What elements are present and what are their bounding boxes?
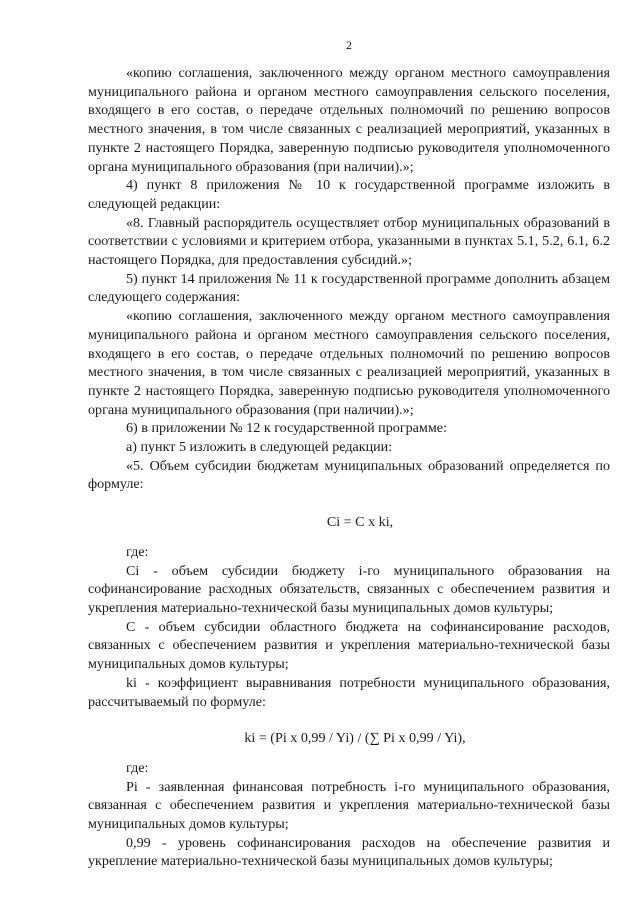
paragraph-item-4: 4) пункт 8 приложения № 10 к государственной программе изложить в следующей редакции: (88, 177, 610, 212)
paragraph-def-099: 0,99 - уровень софинансирования расходов на обеспечение развития и укрепление материально-технической базы муниципальных домов культуры; (88, 834, 610, 870)
paragraph-def-ci: Ci - объем субсидии бюджету i-го муниципального образования на софинансирование расходных обязательств, связанных с обеспечением развития и укрепления материально-технической базы муниципальных домов культуры; (88, 562, 610, 616)
paragraph-clause-5: «5. Объем субсидии бюджетам муниципальных образований определяется по формуле: (88, 457, 610, 493)
paragraph-agreement-copy-1: «копию соглашения, заключенного между органом местного самоуправления муниципального района и органом местного самоуправления сельского поселения, входящего в его состав, о передаче отдельных полномочий по решению вопросов местного значения, в том числе связанных с реализацией мероприятий, указанных в пункте 2 настоящего Порядка, заверенную подписью руководителя уполномоченного органа муниципального образования (при наличии).»; (88, 65, 610, 175)
formula-coefficient: ki = (Pi x 0,99 / Yi) / (∑ Pi x 0,99 / Yi), (244, 730, 466, 747)
paragraph-subitem-a: а) пункт 5 изложить в следующей редакции: (126, 439, 393, 456)
paragraph-item-6: 6) в приложении № 12 к государственной программе: (126, 420, 447, 437)
paragraph-def-c: С - объем субсидии областного бюджета на софинансирование расходов, связанных с обеспечением развития и укрепления материально-технической базы муниципальных домов культуры; (88, 618, 610, 673)
paragraph-def-pi: Pi - заявленная финансовая потребность i-го муниципального образования, связанная с обеспечением развития и укрепления материально-технической базы муниципальных домов культуры; (88, 778, 610, 833)
paragraph-def-ki: ki - коэффициент выравнивания потребности муниципального образования, рассчитываемый по формуле: (88, 674, 610, 710)
paragraph-agreement-copy-2: «копию соглашения, заключенного между органом местного самоуправления муниципального района и органом местного самоуправления сельского поселения, входящего в его состав, о передаче отдельных полномочий по решению вопросов местного значения, в том числе связанных с реализацией мероприятий, указанных в пункте 2 настоящего Порядка, заверенную подписью руководителя уполномоченного органа муниципального образования (при наличии).»; (88, 308, 610, 418)
document-body (88, 64, 610, 871)
paragraph-where-1: где: (126, 543, 149, 560)
document-page (88, 0, 610, 905)
paragraph-where-2: где: (126, 759, 149, 776)
paragraph-item-5: 5) пункт 14 приложения № 11 к государственной программе дополнить абзацем следующего содержания: (88, 270, 610, 306)
paragraph-clause-8: «8. Главный распорядитель осуществляет отбор муниципальных образований в соответствии с условиями и критерием отбора, указанными в пунктах 5.1, 5.2, 6.1, 6.2 настоящего Порядка, для предоставления субсидий.»; (88, 214, 610, 269)
page-number: 2 (346, 38, 352, 52)
formula-subsidy: Ci = C x ki, (326, 514, 394, 531)
